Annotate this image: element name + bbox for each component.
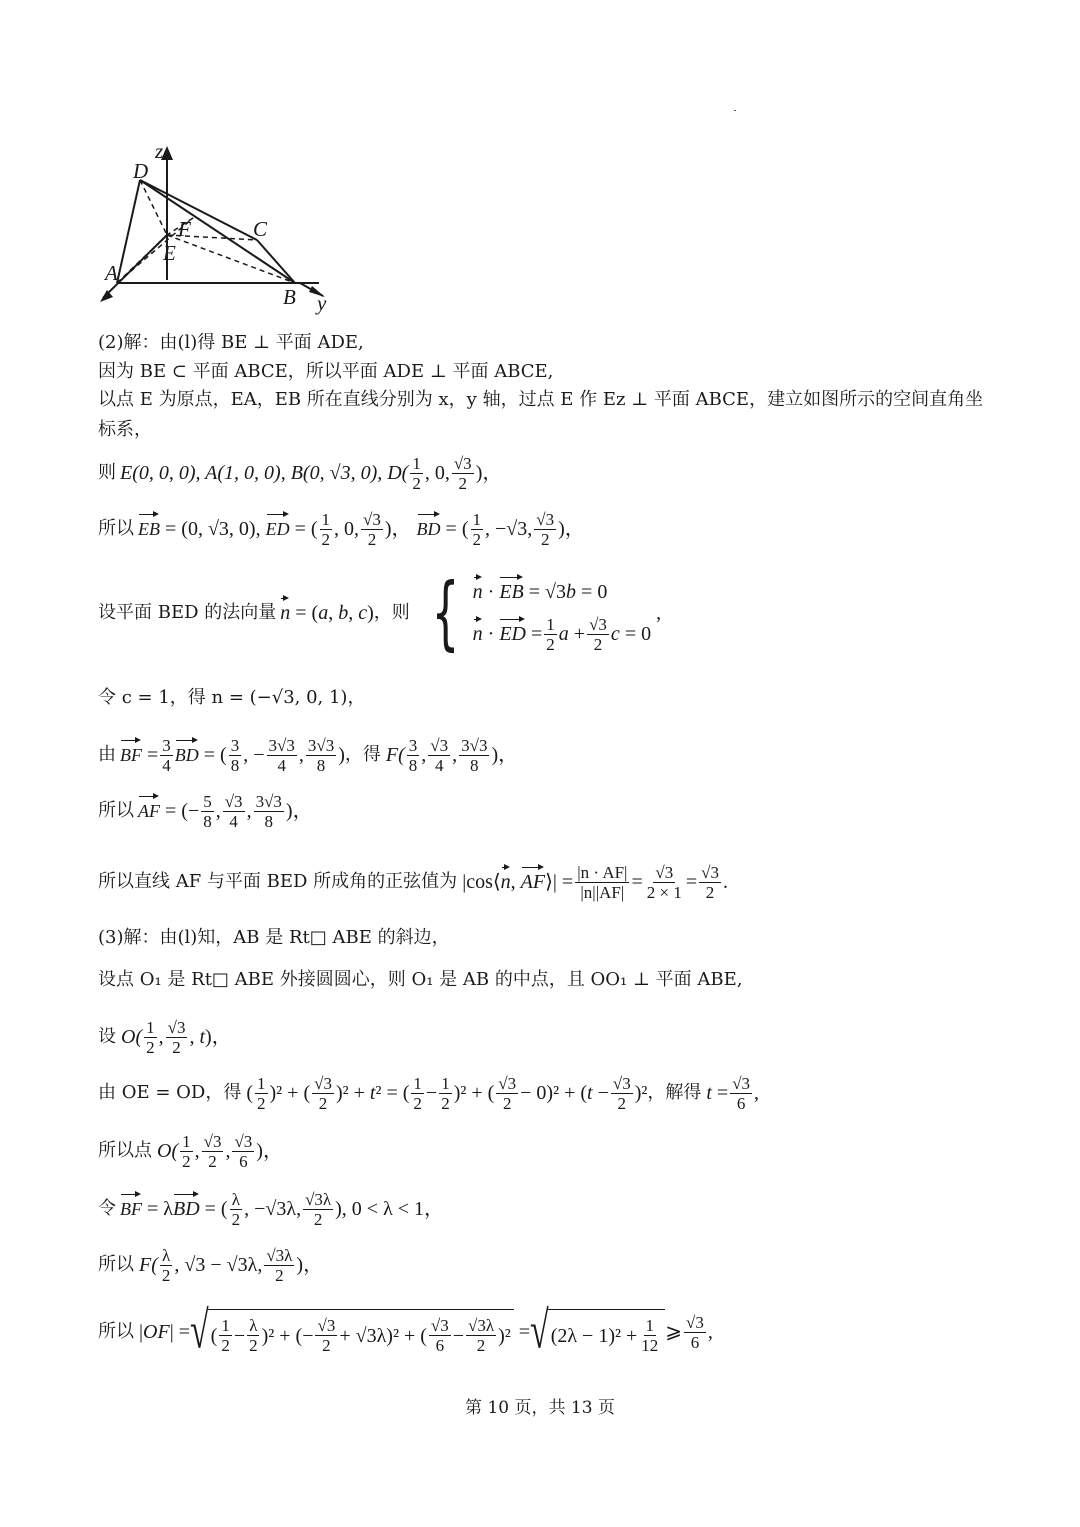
label-D: D	[133, 159, 149, 183]
p3-line1: (3)解：由(l)知，AB 是 Rt□ ABE 的斜边，	[98, 927, 450, 948]
p3-line7: 所以 F( $\frac{\lambda}{2}$ , √3 − √3λ, $\frac{√3\lambda}{2}$ )，	[98, 1245, 324, 1285]
label-z: z	[155, 140, 164, 163]
p2-line8: 令 c = 1，得 n = (−√3, 0, 1)，	[98, 687, 366, 708]
x-axis-arrow	[100, 290, 113, 302]
p2-line4: 标系，	[98, 419, 152, 440]
coordinate-diagram	[95, 140, 345, 320]
sqrt-expression-2: √ (2λ − 1)² + $\frac{1}{12}$	[530, 1309, 665, 1355]
p2-line5: 则 E(0, 0, 0), A(1, 0, 0), B(0, √3, 0), D( $\frac{1}{2}$ , 0, $\frac{√3}{2}$ )，	[98, 453, 503, 493]
edge-DC	[140, 180, 257, 240]
p2-l7-mid: ，则	[373, 602, 410, 623]
p3-line2: 设点 O₁ 是 Rt□ ABE 外接圆圆心，则 O₁ 是 AB 的中点，且 OO₁ ⊥ 平面 ABE,	[98, 969, 743, 990]
edge-DB	[140, 180, 295, 283]
edge-EB	[167, 235, 295, 283]
p2-line2: 因为 BE ⊂ 平面 ABCE，所以平面 ADE ⊥ 平面 ABCE,	[98, 361, 554, 382]
p3-line3: 设 O( $\frac{1}{2}$ , $\frac{√3}{2}$ , t)，	[98, 1017, 232, 1057]
edge-DA	[117, 180, 140, 283]
scan-dot	[734, 110, 736, 111]
p2-l5-pre: 则	[98, 462, 116, 483]
p2-line11: 所以直线 AF 与平面 BED 所成角的正弦值为 |cos⟨n, AF⟩| = $\frac{|n \cdot AF|}{|n||AF|}$ = $\frac{√3}{2 \times 1}$ = $\frac{√3}{2}$ .	[98, 862, 728, 902]
p2-line6: 所以 EB = (0, √3, 0), ED = ( $\frac{1}{2}$ , 0, $\frac{√3}{2}$ )， BD = ( $\frac{1}{2}$ , −√3, $\frac{√3}{2}$ )，	[98, 509, 585, 549]
p2-line1: (2)解：由(l)得 BE ⊥ 平面 ADE,	[98, 332, 364, 353]
label-F: F	[178, 217, 191, 241]
equation-system: n · EB = √3 b = 0 n · ED = $\frac{1}{2}$ a + $\frac{√3}{2}$ c = 0	[472, 581, 652, 654]
p2-line9: 由 BF = $\frac{3}{4}$ BD = ( $\frac{3}{8}$ , − $\frac{3√3}{4}$ , $\frac{3√3}{8}$ ) ，得 F( $\frac{3}{8}$ , $\frac{√3}{4}$ , $\frac{3√3}{8}$ )，	[98, 735, 519, 775]
frac-r3-2: $\frac{√3}{2}$	[453, 453, 472, 493]
label-A: A	[105, 261, 118, 285]
label-B: B	[283, 285, 296, 309]
label-y: y	[317, 291, 327, 315]
p3-line4: 由 OE = OD，得 ( $\frac{1}{2}$ )² + ( $\frac{√3}{2}$ )² + t² = ( $\frac{1}{2}$ − $\frac{1}{2}$ )² + ( $\frac{√3}{2}$ − 0)² + (t − $\frac{√3}{2}$ )² ，解得 t = $\frac{√3}{6}$ ,	[98, 1073, 760, 1113]
frac-half: $\frac{1}{2}$	[412, 453, 421, 493]
label-E: E	[163, 241, 176, 265]
page-footer: 第 10 页，共 13 页	[465, 1398, 615, 1418]
p2-l7-pre: 设平面 BED 的法向量	[98, 602, 277, 623]
p3-line5: 所以点 O( $\frac{1}{2}$ , $\frac{√3}{2}$ , $\frac{√3}{6}$ )，	[98, 1131, 283, 1171]
p2-l5-math: E(0, 0, 0), A(1, 0, 0), B(0, √3, 0), D(	[120, 462, 409, 484]
p3-line6: 令 BF = λBD = ( $\frac{\lambda}{2}$ , −√3λ, $\frac{√3\lambda}{2}$ ), 0 < λ < 1，	[98, 1189, 445, 1229]
p2-line10: 所以 AF = (− $\frac{5}{8}$ , $\frac{√3}{4}$ , $\frac{3√3}{8}$ )，	[98, 791, 313, 831]
p2-line3: 以点 E 为原点，EA，EB 所在直线分别为 x，y 轴，过点 E 作 Ez ⊥ 平面 ABCE，建立如图所示的空间直角坐	[98, 389, 984, 410]
sqrt-expression-1: √ ( $\frac{1}{2}$ − $\frac{\lambda}{2}$ )² + (− $\frac{√3}{2}$ + √3λ)² + ( $\frac{√3}{6}$ − $\frac{√3\lambda}{2}$ )²	[190, 1309, 514, 1355]
label-C: C	[253, 217, 268, 241]
p2-l6-pre: 所以	[98, 518, 134, 539]
p3-line8: 所以 |OF| = √ ( $\frac{1}{2}$ − $\frac{\lambda}{2}$ )² + (− $\frac{√3}{2}$ + √3λ)² + ( $\frac{√3}{6}$ − $\frac{√3\lambda}{2}$ )² = √ (2λ − 1)² + $\frac{1}{12}$ ⩾ $\frac{√3}{6}$ ,	[98, 1302, 713, 1360]
geometry-figure	[95, 140, 345, 320]
p2-line7: 设平面 BED 的法向量 n = (a, b, c) ，则 { n · EB = √3 b = 0 n · ED = $\frac{1}{2}$ a + $\frac{√3}{2}$ c = 0 ,	[98, 566, 662, 659]
